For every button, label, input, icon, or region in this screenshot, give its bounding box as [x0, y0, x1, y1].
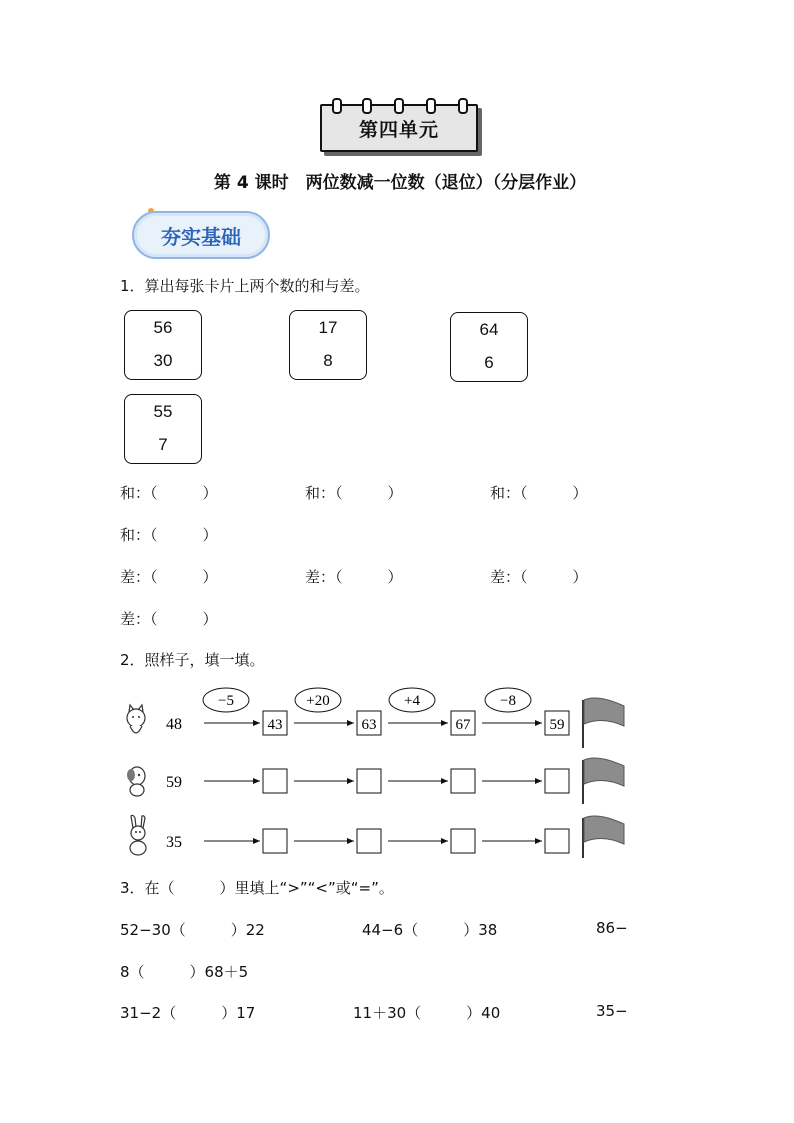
unit-banner: [320, 104, 478, 152]
number-card: [124, 310, 202, 380]
binder-ring-icon: [332, 98, 342, 114]
result-box: 43: [267, 717, 283, 733]
binder-ring-icon: [426, 98, 436, 114]
result-box: 63: [361, 717, 377, 733]
start-number: 59: [166, 774, 182, 791]
operation-bubble: [389, 688, 435, 712]
sum-answer-2[interactable]: 和：（ ）: [305, 484, 403, 502]
diff-answer-2[interactable]: 差：（ ）: [305, 568, 403, 586]
card-top-number: 56: [153, 318, 173, 337]
card-bottom-number: 7: [158, 435, 168, 454]
binder-ring-icon: [362, 98, 372, 114]
diff-answer-3[interactable]: 差：（ ）: [490, 568, 588, 586]
q2-prompt: 2．照样子，填一填。: [120, 651, 265, 669]
binder-ring-icon: [394, 98, 404, 114]
rabbit-icon: [130, 815, 146, 855]
answer-box[interactable]: [545, 829, 569, 853]
compare-item[interactable]: 44−6（ ）38: [362, 921, 498, 939]
card-bottom-number: 8: [323, 351, 333, 370]
number-card: [450, 312, 528, 382]
number-card: [124, 394, 202, 464]
q3-prompt: 3．在（ ）里填上“>”“<”或“=”。: [120, 879, 394, 897]
q1-prompt: 1．算出每张卡片上两个数的和与差。: [120, 277, 370, 295]
section-badge: [132, 211, 270, 259]
start-number: 35: [166, 834, 182, 851]
lesson-title: 第 4 课时 两位数减一位数（退位）（分层作业）: [213, 173, 587, 193]
flag-icon: [583, 698, 624, 748]
operation-label: −8: [500, 693, 516, 709]
answer-box[interactable]: [545, 769, 569, 793]
unit-title: 第四单元: [358, 118, 439, 141]
sum-answer-3[interactable]: 和：（ ）: [490, 484, 588, 502]
answer-box[interactable]: [451, 769, 475, 793]
answer-box[interactable]: [451, 829, 475, 853]
compare-item[interactable]: 11＋30（ ）40: [353, 1004, 501, 1022]
answer-box[interactable]: [357, 829, 381, 853]
dog-icon: [127, 767, 145, 796]
compare-item: 35−: [596, 1002, 628, 1020]
operation-label: +20: [306, 693, 330, 709]
operation-bubble: [485, 688, 531, 712]
start-number: 48: [166, 716, 182, 733]
number-card: [289, 310, 367, 380]
section-label: 夯实基础: [161, 224, 241, 249]
answer-box[interactable]: [357, 769, 381, 793]
operation-bubble: [295, 688, 341, 712]
flag-icon: [583, 758, 624, 804]
diff-answer-4[interactable]: 差：（ ）: [120, 610, 218, 628]
compare-item[interactable]: 8（ ）68＋5: [120, 963, 249, 981]
compare-item[interactable]: 31−2（ ）17: [120, 1004, 256, 1022]
operation-bubble: [203, 688, 249, 712]
result-box: 59: [549, 717, 565, 733]
card-top-number: 55: [153, 402, 173, 421]
binder-ring-icon: [458, 98, 468, 114]
answer-box[interactable]: [263, 769, 287, 793]
card-bottom-number: 30: [153, 351, 173, 370]
card-top-number: 64: [479, 320, 499, 339]
answer-box[interactable]: [263, 829, 287, 853]
sum-answer-1[interactable]: 和：（ ）: [120, 484, 218, 502]
number-chain-diagram: [118, 680, 638, 860]
result-box: 67: [455, 717, 471, 733]
card-bottom-number: 6: [484, 353, 494, 372]
card-top-number: 17: [318, 318, 338, 337]
diff-answer-1[interactable]: 差：（ ）: [120, 568, 218, 586]
cat-icon: [127, 705, 145, 733]
compare-item[interactable]: 52−30（ ）22: [120, 921, 265, 939]
flag-icon: [583, 816, 624, 858]
sum-answer-4[interactable]: 和：（ ）: [120, 526, 218, 544]
compare-item: 86−: [596, 919, 628, 937]
operation-label: +4: [404, 693, 420, 709]
operation-label: −5: [218, 693, 234, 709]
